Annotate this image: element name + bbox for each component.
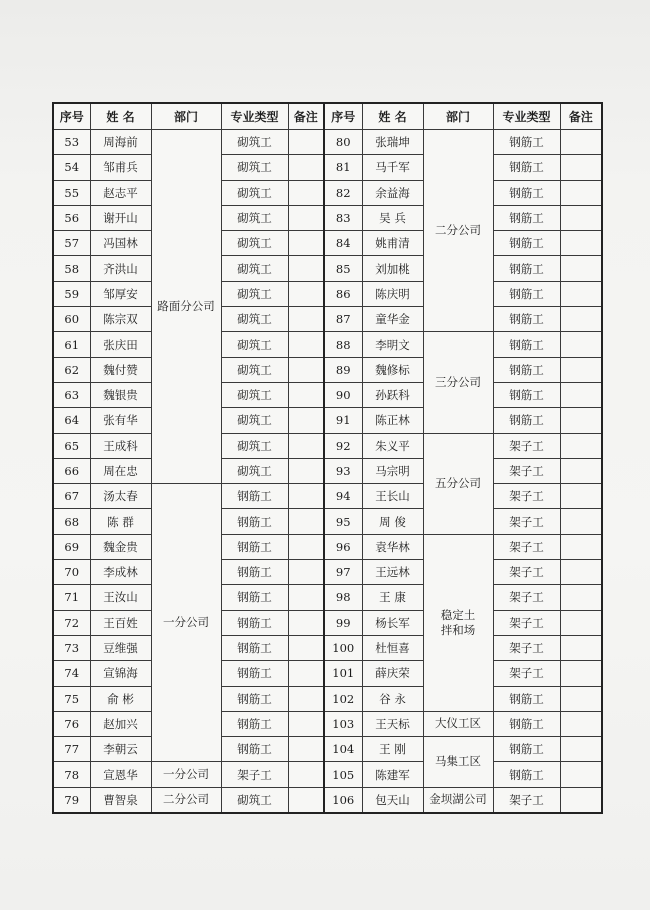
- name-cell: 张有华: [90, 408, 151, 433]
- dept-cell: 一分公司: [151, 484, 221, 762]
- seq-cell: 75: [53, 686, 90, 711]
- trade-cell: 架子工: [493, 635, 560, 660]
- seq-cell: 84: [324, 231, 362, 256]
- table-row: [53, 534, 602, 559]
- note-cell: [560, 711, 602, 736]
- note-cell: [560, 382, 602, 407]
- note-cell: [560, 357, 602, 382]
- name-cell: 魏金贵: [90, 534, 151, 559]
- header-name: 姓 名: [90, 103, 151, 130]
- note-cell: [288, 661, 324, 686]
- seq-cell: 80: [324, 130, 362, 155]
- note-cell: [288, 534, 324, 559]
- trade-cell: 钢筋工: [493, 711, 560, 736]
- table-row: [53, 560, 602, 585]
- table-row: [53, 155, 602, 180]
- trade-cell: 钢筋工: [493, 762, 560, 787]
- trade-cell: 钢筋工: [221, 484, 288, 509]
- seq-cell: 88: [324, 332, 362, 357]
- name-cell: 姚甫清: [362, 231, 423, 256]
- note-cell: [560, 130, 602, 155]
- note-cell: [560, 661, 602, 686]
- seq-cell: 97: [324, 560, 362, 585]
- trade-cell: 架子工: [493, 787, 560, 813]
- seq-cell: 53: [53, 130, 90, 155]
- table-row: [53, 635, 602, 660]
- table-row: [53, 281, 602, 306]
- seq-cell: 101: [324, 661, 362, 686]
- table-row: [53, 484, 602, 509]
- seq-cell: 95: [324, 509, 362, 534]
- seq-cell: 79: [53, 787, 90, 813]
- trade-cell: 钢筋工: [493, 357, 560, 382]
- note-cell: [560, 534, 602, 559]
- header-dept: 部门: [423, 103, 493, 130]
- seq-cell: 55: [53, 180, 90, 205]
- name-cell: 齐洪山: [90, 256, 151, 281]
- trade-cell: 砌筑工: [221, 180, 288, 205]
- name-cell: 李成林: [90, 560, 151, 585]
- dept-cell: 二分公司: [151, 787, 221, 813]
- name-cell: 陈建军: [362, 762, 423, 787]
- trade-cell: 钢筋工: [221, 661, 288, 686]
- dept-cell: 马集工区: [423, 737, 493, 788]
- dept-cell: 五分公司: [423, 433, 493, 534]
- note-cell: [288, 205, 324, 230]
- name-cell: 杜恒喜: [362, 635, 423, 660]
- seq-cell: 94: [324, 484, 362, 509]
- trade-cell: 架子工: [493, 560, 560, 585]
- dept-cell: 二分公司: [423, 130, 493, 332]
- note-cell: [288, 686, 324, 711]
- table-row: [53, 205, 602, 230]
- seq-cell: 78: [53, 762, 90, 787]
- name-cell: 谷 永: [362, 686, 423, 711]
- note-cell: [560, 509, 602, 534]
- name-cell: 豆维强: [90, 635, 151, 660]
- name-cell: 陈庆明: [362, 281, 423, 306]
- note-cell: [560, 205, 602, 230]
- name-cell: 周海前: [90, 130, 151, 155]
- note-cell: [288, 357, 324, 382]
- trade-cell: 砌筑工: [221, 130, 288, 155]
- trade-cell: 钢筋工: [221, 711, 288, 736]
- name-cell: 魏银贵: [90, 382, 151, 407]
- trade-cell: 架子工: [493, 661, 560, 686]
- table-row: [53, 357, 602, 382]
- trade-cell: 砌筑工: [221, 382, 288, 407]
- trade-cell: 钢筋工: [221, 610, 288, 635]
- name-cell: 王成科: [90, 433, 151, 458]
- name-cell: 赵加兴: [90, 711, 151, 736]
- seq-cell: 100: [324, 635, 362, 660]
- trade-cell: 砌筑工: [221, 433, 288, 458]
- table-row: [53, 382, 602, 407]
- name-cell: 邹甫兵: [90, 155, 151, 180]
- table-row: [53, 458, 602, 483]
- trade-cell: 砌筑工: [221, 332, 288, 357]
- trade-cell: 砌筑工: [221, 281, 288, 306]
- seq-cell: 81: [324, 155, 362, 180]
- seq-cell: 92: [324, 433, 362, 458]
- table-row: [53, 686, 602, 711]
- seq-cell: 105: [324, 762, 362, 787]
- trade-cell: 钢筋工: [221, 534, 288, 559]
- seq-cell: 67: [53, 484, 90, 509]
- name-cell: 朱义平: [362, 433, 423, 458]
- seq-cell: 64: [53, 408, 90, 433]
- note-cell: [288, 307, 324, 332]
- name-cell: 陈 群: [90, 509, 151, 534]
- note-cell: [288, 610, 324, 635]
- seq-cell: 77: [53, 737, 90, 762]
- name-cell: 汤太春: [90, 484, 151, 509]
- name-cell: 王长山: [362, 484, 423, 509]
- table-row: [53, 509, 602, 534]
- trade-cell: 砌筑工: [221, 231, 288, 256]
- note-cell: [560, 433, 602, 458]
- note-cell: [288, 130, 324, 155]
- note-cell: [560, 231, 602, 256]
- header-row: [53, 103, 602, 130]
- note-cell: [288, 509, 324, 534]
- table-row: [53, 256, 602, 281]
- note-cell: [560, 307, 602, 332]
- header-dept: 部门: [151, 103, 221, 130]
- dept-cell: 路面分公司: [151, 130, 221, 484]
- trade-cell: 架子工: [493, 509, 560, 534]
- seq-cell: 63: [53, 382, 90, 407]
- dept-cell: 一分公司: [151, 762, 221, 787]
- trade-cell: 钢筋工: [493, 686, 560, 711]
- note-cell: [288, 281, 324, 306]
- name-cell: 刘加桃: [362, 256, 423, 281]
- name-cell: 王汝山: [90, 585, 151, 610]
- name-cell: 马千军: [362, 155, 423, 180]
- seq-cell: 56: [53, 205, 90, 230]
- seq-cell: 73: [53, 635, 90, 660]
- seq-cell: 76: [53, 711, 90, 736]
- note-cell: [560, 408, 602, 433]
- note-cell: [288, 180, 324, 205]
- trade-cell: 钢筋工: [221, 585, 288, 610]
- trade-cell: 钢筋工: [493, 155, 560, 180]
- note-cell: [560, 787, 602, 813]
- seq-cell: 89: [324, 357, 362, 382]
- trade-cell: 架子工: [493, 484, 560, 509]
- name-cell: 王百姓: [90, 610, 151, 635]
- trade-cell: 钢筋工: [493, 307, 560, 332]
- header-trade: 专业类型: [221, 103, 288, 130]
- seq-cell: 72: [53, 610, 90, 635]
- name-cell: 宣锦海: [90, 661, 151, 686]
- table-row: [53, 762, 602, 787]
- name-cell: 张庆田: [90, 332, 151, 357]
- trade-cell: 砌筑工: [221, 155, 288, 180]
- trade-cell: 钢筋工: [221, 686, 288, 711]
- name-cell: 童华金: [362, 307, 423, 332]
- dept-cell: 三分公司: [423, 332, 493, 433]
- table-row: [53, 307, 602, 332]
- seq-cell: 65: [53, 433, 90, 458]
- table-row: [53, 787, 602, 813]
- name-cell: 周在忠: [90, 458, 151, 483]
- note-cell: [560, 686, 602, 711]
- name-cell: 魏付赞: [90, 357, 151, 382]
- name-cell: 魏修标: [362, 357, 423, 382]
- note-cell: [560, 180, 602, 205]
- seq-cell: 59: [53, 281, 90, 306]
- table-row: [53, 332, 602, 357]
- seq-cell: 61: [53, 332, 90, 357]
- trade-cell: 架子工: [493, 433, 560, 458]
- seq-cell: 104: [324, 737, 362, 762]
- name-cell: 薛庆荣: [362, 661, 423, 686]
- trade-cell: 架子工: [493, 534, 560, 559]
- seq-cell: 69: [53, 534, 90, 559]
- note-cell: [288, 635, 324, 660]
- header-note: 备注: [560, 103, 602, 130]
- note-cell: [288, 787, 324, 813]
- trade-cell: 钢筋工: [493, 130, 560, 155]
- seq-cell: 60: [53, 307, 90, 332]
- trade-cell: 砌筑工: [221, 458, 288, 483]
- table-row: [53, 231, 602, 256]
- name-cell: 赵志平: [90, 180, 151, 205]
- dept-cell: 金坝湖公司: [423, 787, 493, 813]
- seq-cell: 91: [324, 408, 362, 433]
- note-cell: [288, 560, 324, 585]
- note-cell: [288, 737, 324, 762]
- note-cell: [560, 585, 602, 610]
- name-cell: 张瑞坤: [362, 130, 423, 155]
- name-cell: 王 刚: [362, 737, 423, 762]
- name-cell: 王 康: [362, 585, 423, 610]
- trade-cell: 砌筑工: [221, 307, 288, 332]
- name-cell: 王远林: [362, 560, 423, 585]
- trade-cell: 砌筑工: [221, 357, 288, 382]
- note-cell: [288, 408, 324, 433]
- header-seq: 序号: [324, 103, 362, 130]
- name-cell: 包天山: [362, 787, 423, 813]
- seq-cell: 82: [324, 180, 362, 205]
- note-cell: [288, 382, 324, 407]
- note-cell: [288, 332, 324, 357]
- dept-cell: 大仪工区: [423, 711, 493, 736]
- note-cell: [288, 762, 324, 787]
- table-row: [53, 408, 602, 433]
- seq-cell: 70: [53, 560, 90, 585]
- table-row: [53, 610, 602, 635]
- trade-cell: 架子工: [221, 762, 288, 787]
- name-cell: 袁华林: [362, 534, 423, 559]
- seq-cell: 83: [324, 205, 362, 230]
- trade-cell: 钢筋工: [221, 560, 288, 585]
- trade-cell: 架子工: [493, 458, 560, 483]
- note-cell: [288, 484, 324, 509]
- personnel-roster-table: [52, 102, 603, 814]
- trade-cell: 钢筋工: [221, 509, 288, 534]
- seq-cell: 86: [324, 281, 362, 306]
- seq-cell: 66: [53, 458, 90, 483]
- note-cell: [560, 560, 602, 585]
- name-cell: 周 俊: [362, 509, 423, 534]
- name-cell: 杨长军: [362, 610, 423, 635]
- header-note: 备注: [288, 103, 324, 130]
- trade-cell: 砌筑工: [221, 787, 288, 813]
- table-row: [53, 661, 602, 686]
- dept-cell: 稳定土 拌和场: [423, 534, 493, 711]
- name-cell: 余益海: [362, 180, 423, 205]
- name-cell: 俞 彬: [90, 686, 151, 711]
- table-row: [53, 433, 602, 458]
- trade-cell: 架子工: [493, 610, 560, 635]
- seq-cell: 62: [53, 357, 90, 382]
- note-cell: [560, 762, 602, 787]
- name-cell: 谢开山: [90, 205, 151, 230]
- seq-cell: 54: [53, 155, 90, 180]
- note-cell: [560, 332, 602, 357]
- header-name: 姓 名: [362, 103, 423, 130]
- seq-cell: 102: [324, 686, 362, 711]
- trade-cell: 钢筋工: [493, 281, 560, 306]
- name-cell: 邹厚安: [90, 281, 151, 306]
- trade-cell: 砌筑工: [221, 408, 288, 433]
- name-cell: 王天标: [362, 711, 423, 736]
- note-cell: [288, 711, 324, 736]
- note-cell: [560, 256, 602, 281]
- header-seq: 序号: [53, 103, 90, 130]
- name-cell: 李朝云: [90, 737, 151, 762]
- name-cell: 李明文: [362, 332, 423, 357]
- name-cell: 吴 兵: [362, 205, 423, 230]
- seq-cell: 57: [53, 231, 90, 256]
- trade-cell: 钢筋工: [221, 635, 288, 660]
- table-row: [53, 180, 602, 205]
- note-cell: [560, 458, 602, 483]
- seq-cell: 98: [324, 585, 362, 610]
- trade-cell: 钢筋工: [493, 256, 560, 281]
- trade-cell: 钢筋工: [493, 231, 560, 256]
- name-cell: 陈宗双: [90, 307, 151, 332]
- seq-cell: 96: [324, 534, 362, 559]
- seq-cell: 58: [53, 256, 90, 281]
- note-cell: [560, 610, 602, 635]
- trade-cell: 钢筋工: [493, 737, 560, 762]
- trade-cell: 钢筋工: [493, 180, 560, 205]
- trade-cell: 钢筋工: [493, 382, 560, 407]
- seq-cell: 68: [53, 509, 90, 534]
- seq-cell: 74: [53, 661, 90, 686]
- note-cell: [560, 484, 602, 509]
- table-row: [53, 737, 602, 762]
- note-cell: [288, 458, 324, 483]
- seq-cell: 103: [324, 711, 362, 736]
- seq-cell: 106: [324, 787, 362, 813]
- note-cell: [560, 737, 602, 762]
- name-cell: 孙跃科: [362, 382, 423, 407]
- roster-body: [53, 130, 602, 814]
- seq-cell: 71: [53, 585, 90, 610]
- trade-cell: 钢筋工: [493, 408, 560, 433]
- trade-cell: 砌筑工: [221, 256, 288, 281]
- header-trade: 专业类型: [493, 103, 560, 130]
- table-row: [53, 130, 602, 155]
- trade-cell: 钢筋工: [221, 737, 288, 762]
- name-cell: 冯国林: [90, 231, 151, 256]
- note-cell: [560, 281, 602, 306]
- seq-cell: 87: [324, 307, 362, 332]
- note-cell: [288, 256, 324, 281]
- note-cell: [288, 433, 324, 458]
- note-cell: [288, 155, 324, 180]
- seq-cell: 99: [324, 610, 362, 635]
- table-row: [53, 585, 602, 610]
- trade-cell: 钢筋工: [493, 332, 560, 357]
- name-cell: 曹智泉: [90, 787, 151, 813]
- trade-cell: 砌筑工: [221, 205, 288, 230]
- note-cell: [560, 155, 602, 180]
- note-cell: [560, 635, 602, 660]
- name-cell: 陈正林: [362, 408, 423, 433]
- trade-cell: 钢筋工: [493, 205, 560, 230]
- seq-cell: 93: [324, 458, 362, 483]
- seq-cell: 85: [324, 256, 362, 281]
- table-row: [53, 711, 602, 736]
- note-cell: [288, 585, 324, 610]
- note-cell: [288, 231, 324, 256]
- seq-cell: 90: [324, 382, 362, 407]
- name-cell: 马宗明: [362, 458, 423, 483]
- name-cell: 宣恩华: [90, 762, 151, 787]
- trade-cell: 架子工: [493, 585, 560, 610]
